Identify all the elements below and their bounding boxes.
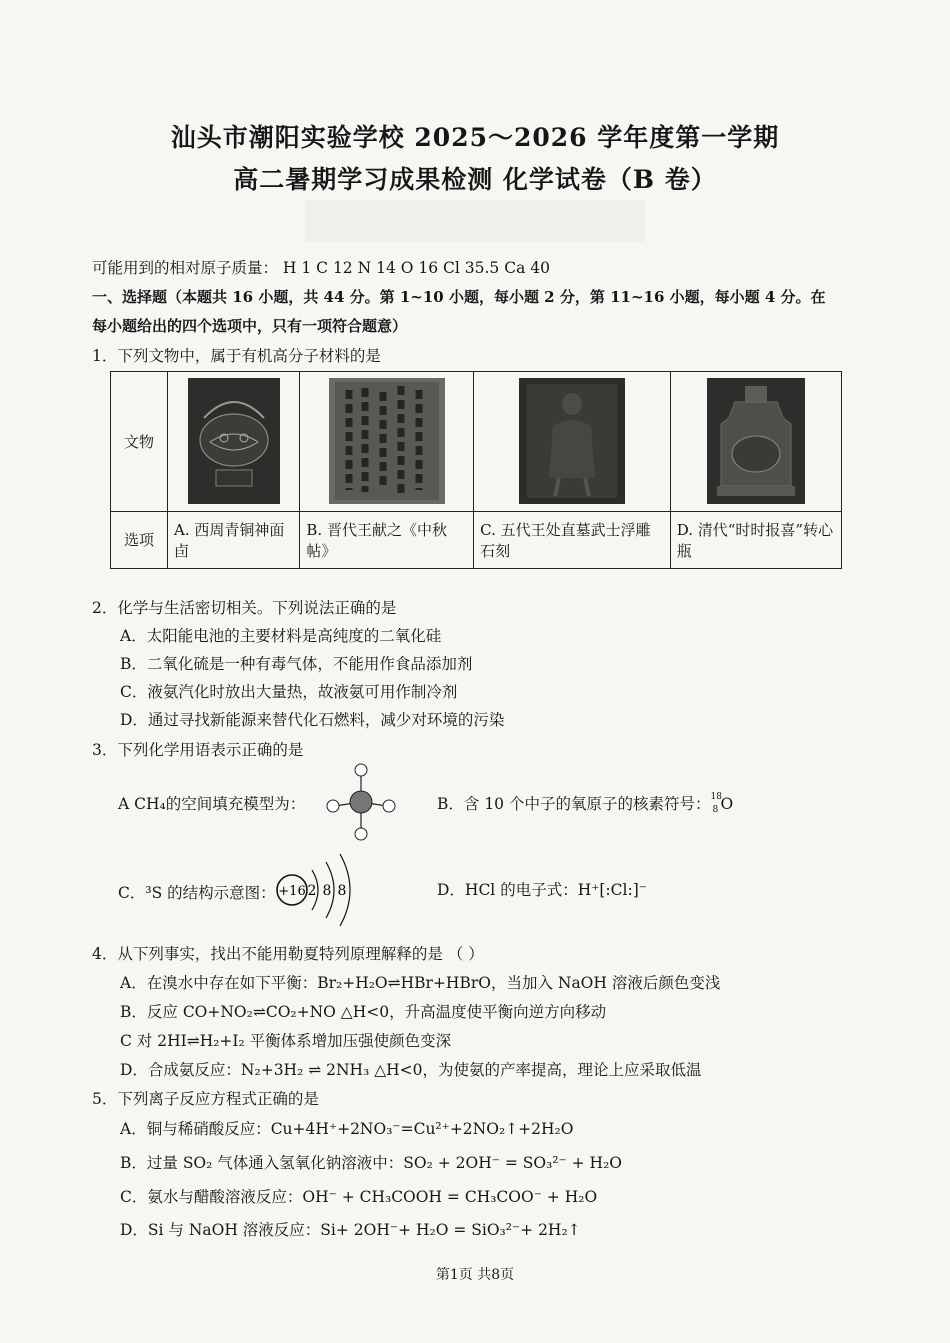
q5-option-c: C．氨水与醋酸溶液反应：OH⁻ + CH₃COOH = CH₃COO⁻ + H₂O — [120, 1188, 598, 1206]
blank-area — [305, 200, 645, 242]
q4-stem: 4．从下列事实，找出不能用勒夏特列原理解释的是 （ ） — [92, 945, 484, 963]
row-label-artifact: 文物 — [111, 372, 168, 512]
nucleus-charge: +16 — [278, 884, 306, 899]
shell-1-electrons: 2 — [307, 883, 317, 899]
calligraphy-scroll-image — [329, 378, 445, 504]
nuclide-symbol: O — [720, 795, 734, 813]
q5-option-a: A．铜与稀硝酸反应：Cu+4H⁺+2NO₃⁻=Cu²⁺+2NO₂↑+2H₂O — [120, 1120, 574, 1138]
q4-option-a: A．在溴水中存在如下平衡：Br₂+H₂O⇌HBr+HBrO，当加入 NaOH 溶液后颜色变浅 — [120, 974, 721, 992]
q5-stem: 5．下列离子反应方程式正确的是 — [92, 1090, 319, 1108]
shell-3-electrons: 8 — [337, 883, 347, 899]
q3-option-d: D．HCl 的电子式：H⁺[:Cl:]⁻ — [437, 881, 647, 899]
q2-option-a: A．太阳能电池的主要材料是高纯度的二氧化硅 — [120, 627, 442, 645]
q2-option-b: B．二氧化硫是一种有毒气体，不能用作食品添加剂 — [120, 655, 473, 673]
section-heading-line2: 每小题给出的四个选项中，只有一项符合题意） — [92, 317, 408, 335]
porcelain-vase-image — [707, 378, 805, 504]
q2-stem: 2．化学与生活密切相关。下列说法正确的是 — [92, 599, 397, 617]
shell-2-electrons: 8 — [322, 883, 332, 899]
q1-artifact-table — [110, 371, 842, 569]
stone-relief-image — [519, 378, 625, 504]
q2-option-c: C．液氨汽化时放出大量热，故液氨可用作制冷剂 — [120, 683, 458, 701]
q3-option-b-text: B．含 10 个中子的氧原子的核素符号： — [437, 795, 711, 813]
page-number: 第1页 共8页 — [435, 1267, 515, 1283]
q3-option-b — [437, 792, 733, 814]
artifact-photo-d — [670, 372, 841, 512]
q1-option-c: C. 五代王处直墓武士浮雕石刻 — [474, 511, 671, 568]
q4-option-c: C 对 2HI⇌H₂+I₂ 平衡体系增加压强使颜色变深 — [120, 1032, 452, 1050]
artifact-photo-b — [300, 372, 474, 512]
q3-option-c: C．³S 的结构示意图： — [118, 884, 276, 902]
q1-option-a: A. 西周青铜神面卣 — [168, 511, 300, 568]
q1-option-b: B. 晋代王献之《中秋帖》 — [300, 511, 474, 568]
q3-stem: 3．下列化学用语表示正确的是 — [92, 741, 304, 759]
row-label-option: 选项 — [111, 511, 168, 568]
exam-title-line2: 高二暑期学习成果检测 化学试卷（B 卷） — [233, 165, 717, 194]
artifact-photo-a — [168, 372, 300, 512]
artifact-photo-c — [474, 372, 671, 512]
q4-option-d: D．合成氨反应：N₂+3H₂ ⇌ 2NH₃ △H<0，为使氨的产率提高，理论上应采取低温 — [120, 1061, 702, 1079]
atomic-masses: 可能用到的相对原子质量： H 1 C 12 N 14 O 16 Cl 35.5 Ca 40 — [92, 259, 550, 277]
q1-stem: 1．下列文物中，属于有机高分子材料的是 — [92, 347, 381, 365]
q3-option-a: A CH₄的空间填充模型为： — [118, 795, 306, 813]
sulfur-ion-structure-icon — [272, 848, 364, 932]
nuclide-mass-number: 18 — [710, 792, 722, 802]
q5-option-d: D．Si 与 NaOH 溶液反应：Si+ 2OH⁻+ H₂O = SiO₃²⁻+ 2H₂↑ — [120, 1221, 581, 1239]
nuclide-indices — [710, 792, 722, 815]
section-heading-line1: 一、选择题（本题共 16 小题，共 44 分。第 1~10 小题，每小题 2 分，第 11~16 小题，每小题 4 分。在 — [92, 288, 826, 306]
bronze-vessel-image — [188, 378, 280, 504]
q4-option-b: B．反应 CO+NO₂⇌CO₂+NO △H<0，升高温度使平衡向逆方向移动 — [120, 1003, 607, 1021]
nuclide-atomic-number: 8 — [712, 805, 719, 815]
exam-title-line1: 汕头市潮阳实验学校 2025～2026 学年度第一学期 — [170, 123, 780, 152]
methane-model-icon — [325, 762, 397, 842]
q5-option-b: B．过量 SO₂ 气体通入氢氧化钠溶液中：SO₂ + 2OH⁻ = SO₃²⁻ + H₂O — [120, 1154, 622, 1172]
q2-option-d: D．通过寻找新能源来替代化石燃料，减少对环境的污染 — [120, 711, 505, 729]
q1-option-d: D. 清代“时时报喜”转心瓶 — [670, 511, 841, 568]
